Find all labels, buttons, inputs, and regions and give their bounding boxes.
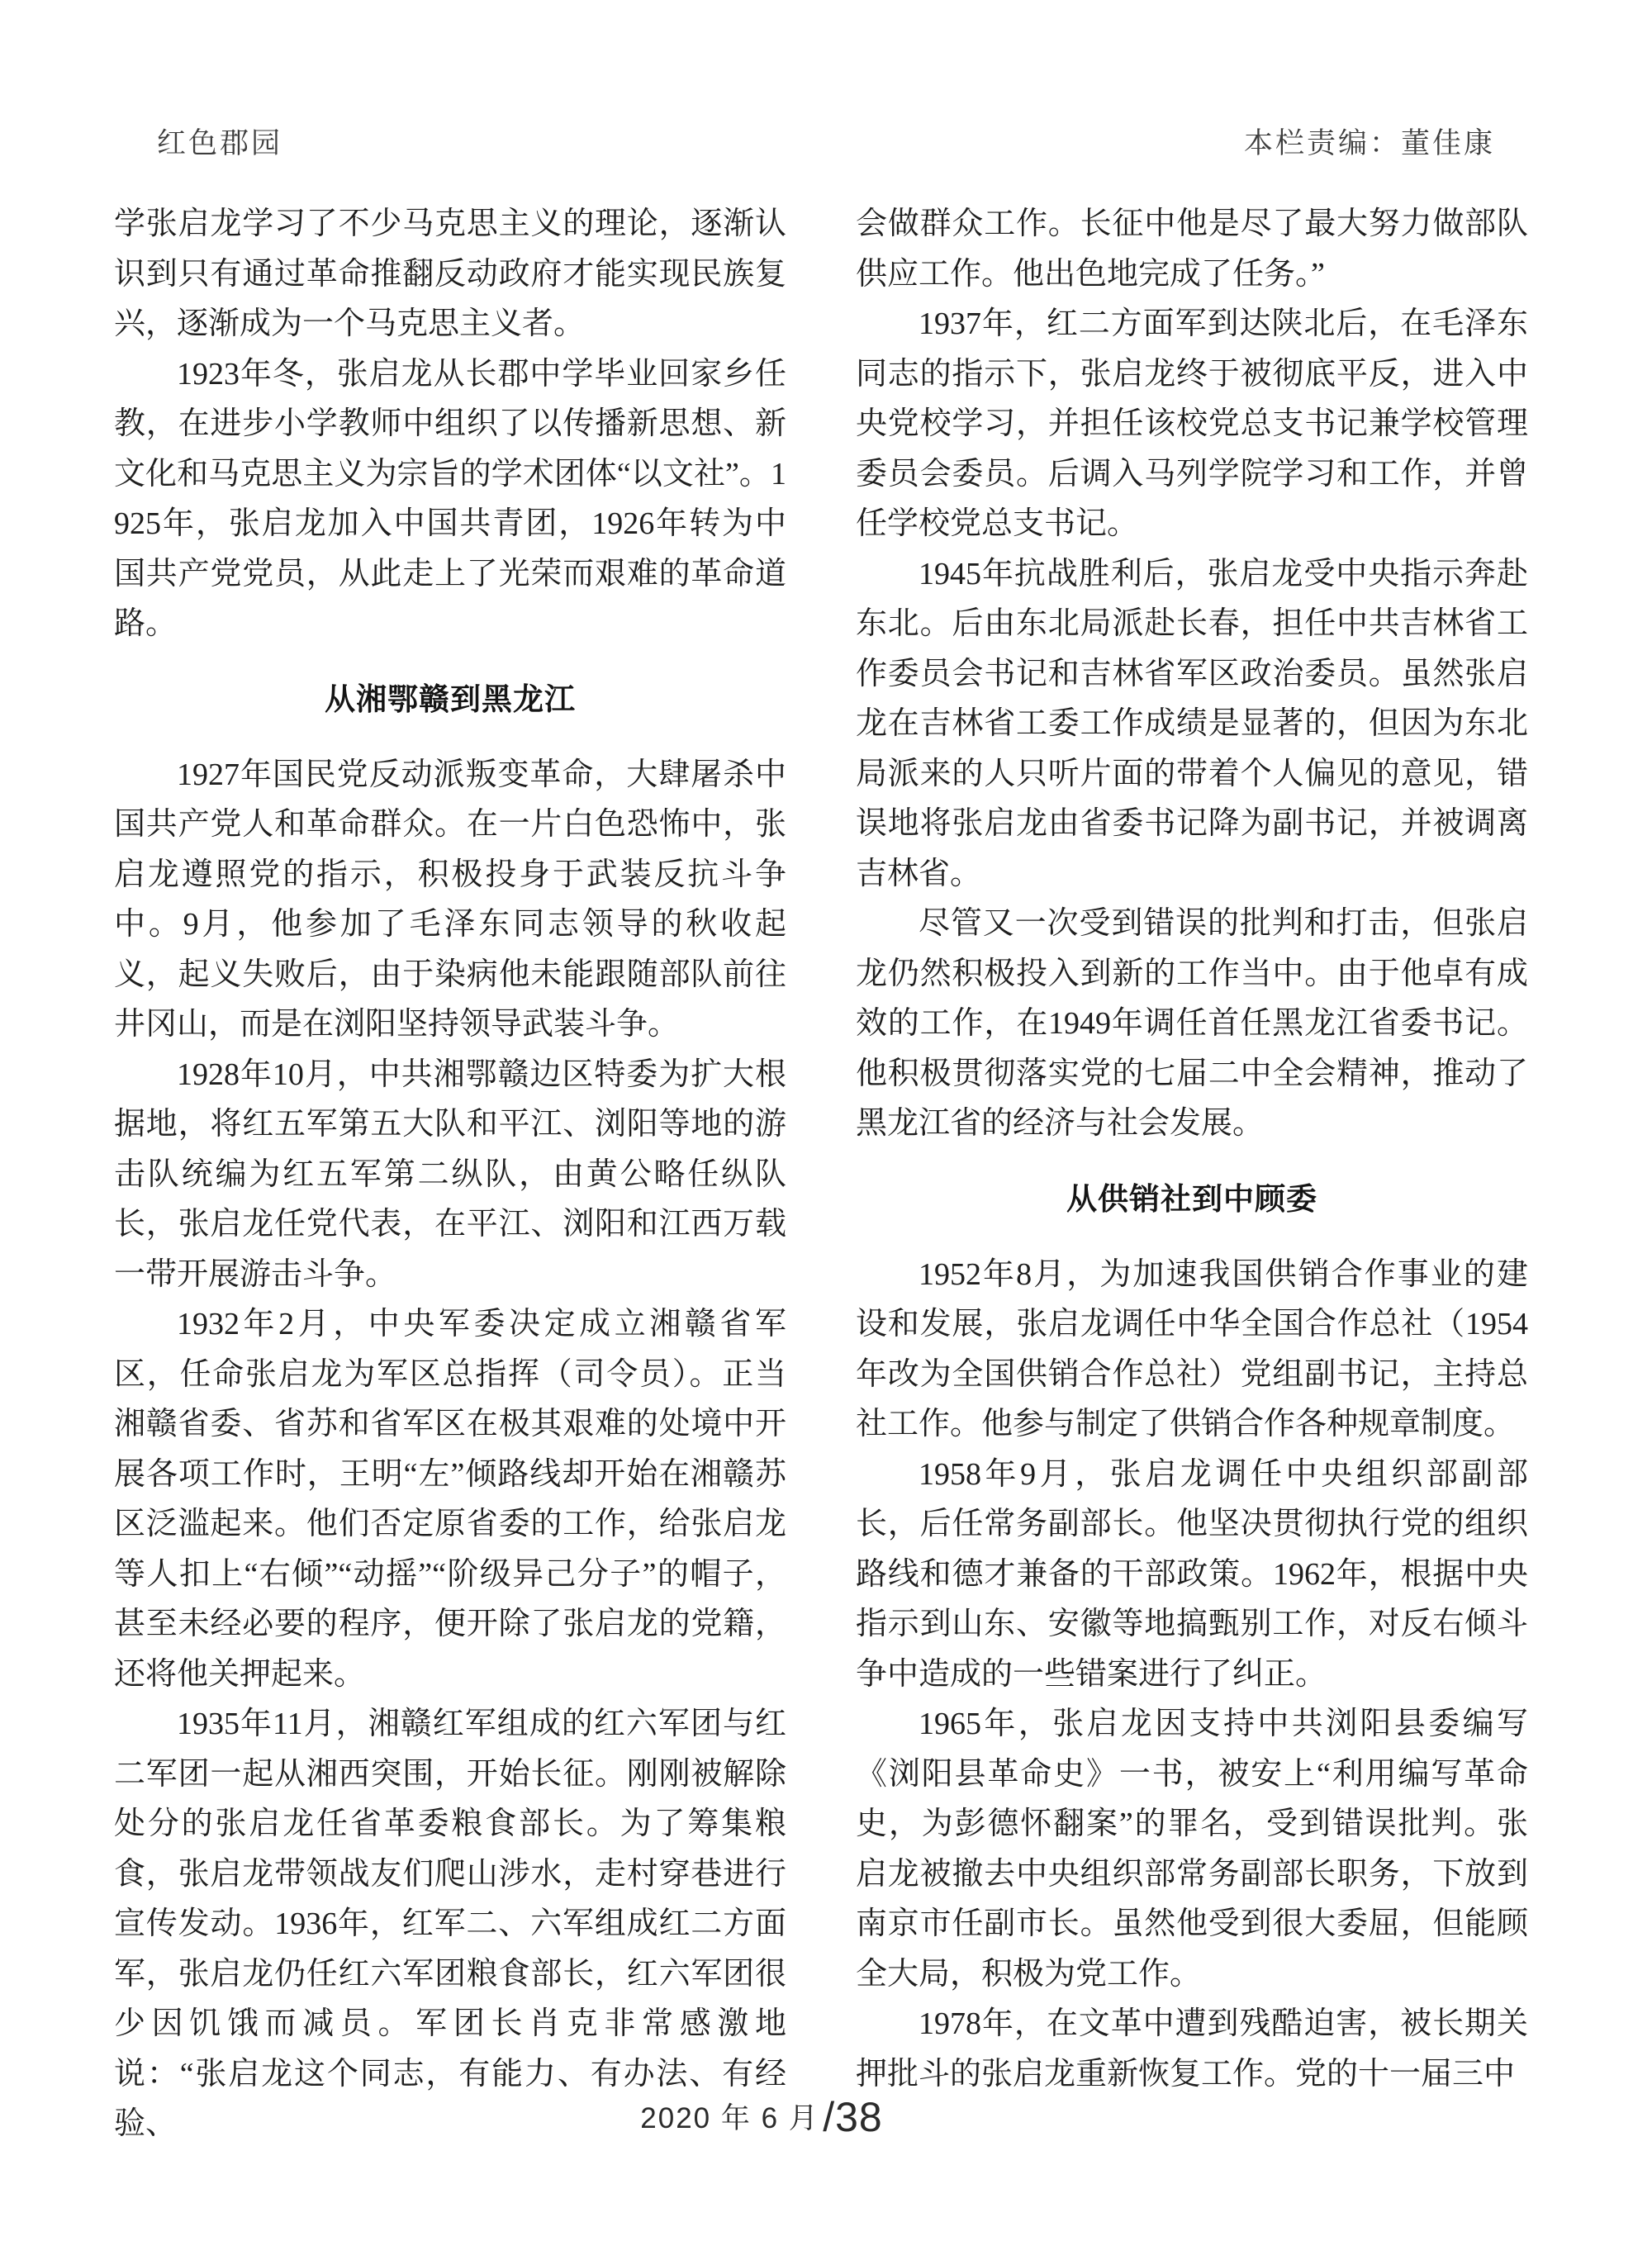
article-column: [114, 199, 786, 2149]
section-heading: 从湘鄂赣到黑龙江: [325, 681, 576, 716]
body-paragraph: 学张启龙学习了不少马克思主义的理论，逐渐认识到只有通过革命推翻反动政府才能实现民族复兴，逐渐成为一个马克思主义者。: [114, 207, 786, 341]
page-footer: [0, 2093, 1523, 2141]
body-paragraph: 1958年9月，张启龙调任中央组织部副部长，后任常务副部长。他坚决贯彻执行党的组织路线和德才兼备的干部政策。1962年，根据中央指示到山东、安徽等地搞甄别工作，对反右倾斗争中造成的一些错案进行了纠正。: [856, 1456, 1528, 1692]
body-paragraph: 1935年11月，湘赣红军组成的红六军团与红二军团一起从湘西突围，开始长征。刚刚被解除处分的张启龙任省革委粮食部长。为了筹集粮食，张启龙带领战友们爬山涉水，走村穿巷进行宣传发动。1936年，红军二、六军组成红二方面军，张启龙仍任红六军团粮食部长，红六军团很少因饥饿而减员。军团长肖克非常感激地说：“张启龙这个同志，有能力、有办法、有经验、: [114, 1707, 786, 2141]
body-paragraph: 1945年抗战胜利后，张启龙受中央指示奔赴东北。后由东北局派赴长春，担任中共吉林省工作委员会书记和吉林省军区政治委员。虽然张启龙在吉林省工委工作成绩是显著的，但因为东北局派来的人只听片面的带着个人偏见的意见，错误地将张启龙由省委书记降为副书记，并被调离吉林省。: [856, 556, 1528, 891]
body-paragraph: 1923年冬，张启龙从长郡中学毕业回家乡任教，在进步小学教师中组织了以传播新思想、新文化和马克思主义为宗旨的学术团体“以文社”。1925年，张启龙加入中国共青团，1926年转为中国共产党党员，从此走上了光荣而艰难的革命道路。: [114, 356, 786, 641]
body-paragraph: 1965年，张启龙因支持中共浏阳县委编写《浏阳县革命史》一书，被安上“利用编写革命史，为彭德怀翻案”的罪名，受到错误批判。张启龙被撤去中央组织部常务副部长职务，下放到南京市任副市长。虽然他受到很大委屈，但能顾全大局，积极为党工作。: [856, 1707, 1528, 1992]
column-title: 红色郡园: [157, 127, 283, 159]
page-number: /38: [823, 2094, 883, 2140]
section-heading: 从供销社到中顾委: [1066, 1181, 1317, 1216]
article-column: [856, 199, 1528, 2099]
body-paragraph: 1932年2月，中央军委决定成立湘赣省军区，任命张启龙为军区总指挥（司令员）。正当湘赣省委、省苏和省军区在极其艰难的处境中开展各项工作时，王明“左”倾路线却开始在湘赣苏区泛滥起来。他们否定原省委的工作，给张启龙等人扣上“右倾”“动摇”“阶级异己分子”的帽子，甚至未经必要的程序，便开除了张启龙的党籍，还将他关押起来。: [114, 1307, 786, 1692]
body-paragraph: 1937年，红二方面军到达陕北后，在毛泽东同志的指示下，张启龙终于被彻底平反，进入中央党校学习，并担任该校党总支书记兼学校管理委员会委员。后调入马列学院学习和工作，并曾任学校党总支书记。: [856, 306, 1528, 541]
body-paragraph: 1927年国民党反动派叛变革命，大肆屠杀中国共产党人和革命群众。在一片白色恐怖中，张启龙遵照党的指示，积极投身于武装反抗斗争中。9月，他参加了毛泽东同志领导的秋收起义，起义失败后，由于染病他未能跟随部队前往井冈山，而是在浏阳坚持领导武装斗争。: [114, 757, 786, 1042]
body-paragraph: 1928年10月，中共湘鄂赣边区特委为扩大根据地，将红五军第五大队和平江、浏阳等地的游击队统编为红五军第二纵队，由黄公略任纵队长，张启龙任党代表，在平江、浏阳和江西万载一带开展游击斗争。: [114, 1056, 786, 1292]
body-paragraph: 1952年8月，为加速我国供销合作事业的建设和发展，张启龙调任中华全国合作总社（1954年改为全国供销合作总社）党组副书记，主持总社工作。他参与制定了供销合作各种规章制度。: [856, 1256, 1528, 1441]
editor-credit: 本栏责编：董佳康: [1243, 127, 1495, 159]
body-paragraph: 尽管又一次受到错误的批判和打击，但张启龙仍然积极投入到新的工作当中。由于他卓有成效的工作，在1949年调任首任黑龙江省委书记。他积极贯彻落实党的七届二中全会精神，推动了黑龙江省的经济与社会发展。: [856, 906, 1528, 1141]
body-paragraph: 1978年，在文革中遭到残酷迫害，被长期关押批斗的张启龙重新恢复工作。党的十一届三中: [856, 2006, 1528, 2091]
body-paragraph: 会做群众工作。长征中他是尽了最大努力做部队供应工作。他出色地完成了任务。”: [856, 207, 1528, 292]
issue-date: 2020 年 6 月: [640, 2102, 819, 2134]
